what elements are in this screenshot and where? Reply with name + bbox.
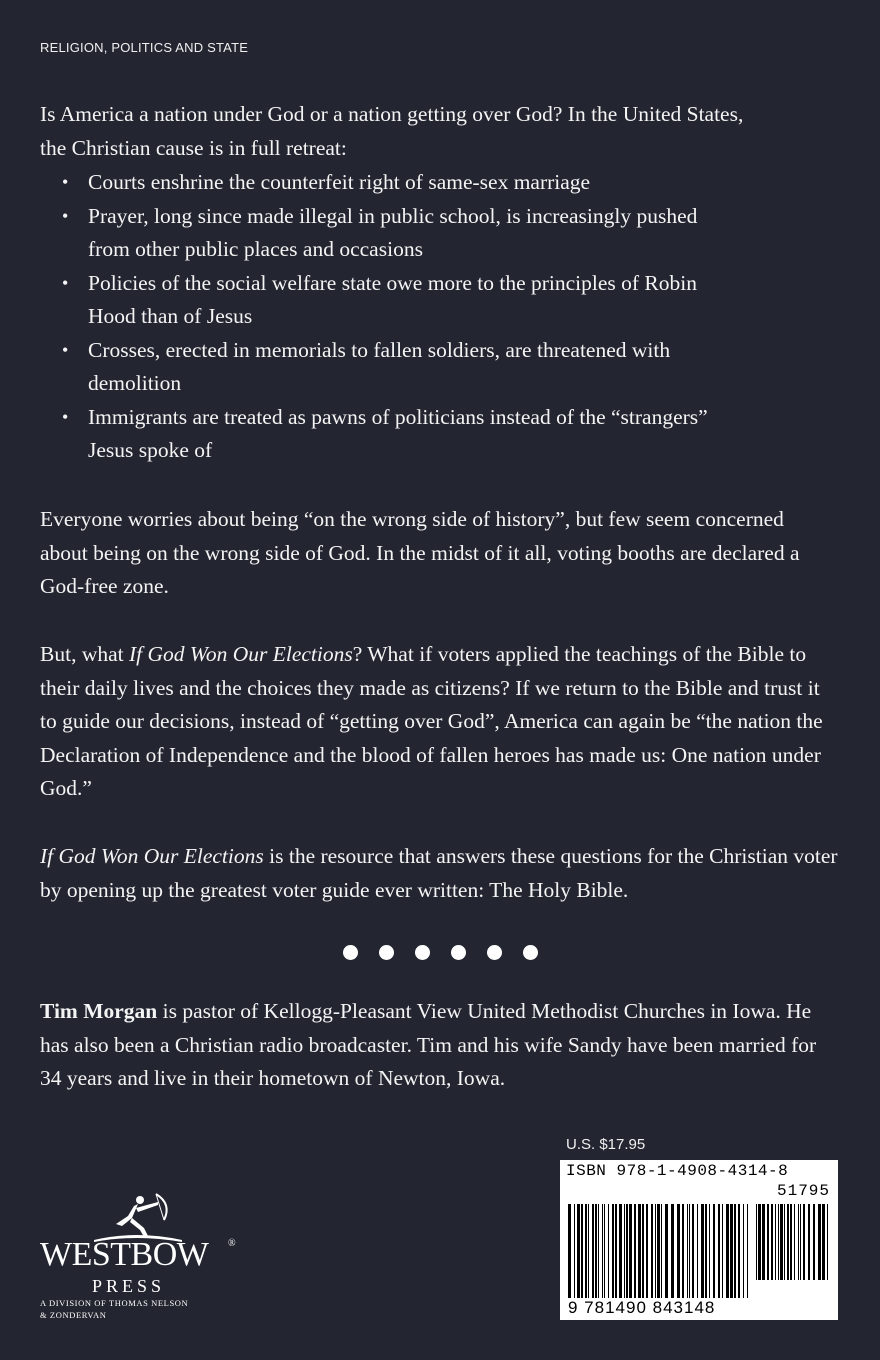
barcode-bar: [677, 1204, 680, 1298]
divider-dot: [451, 945, 466, 960]
barcode-bar: [762, 1204, 765, 1280]
publisher-logo: [30, 1180, 240, 1330]
barcode-bar: [661, 1204, 662, 1298]
section-divider-dots: [0, 945, 880, 960]
category-label: RELIGION, POLITICS AND STATE: [40, 40, 249, 55]
barcode-bar: [827, 1204, 828, 1280]
barcode-bar: [794, 1204, 795, 1280]
barcode-bar: [642, 1204, 644, 1298]
price-label: U.S. $17.95: [566, 1136, 646, 1153]
barcode-bar: [646, 1204, 648, 1298]
barcode-bar: [612, 1204, 614, 1298]
barcode-bar: [818, 1204, 821, 1280]
isbn-barcode: [560, 1160, 838, 1320]
divider-dot: [523, 945, 538, 960]
barcode-bar: [743, 1204, 744, 1298]
barcode-bar: [771, 1204, 773, 1280]
publisher-name: WESTBOW: [40, 1236, 209, 1273]
barcode-bar: [780, 1204, 783, 1280]
isbn-text: ISBN 978-1-4908-4314-8: [566, 1162, 789, 1180]
barcode-bar: [808, 1204, 810, 1280]
barcode-bar: [624, 1204, 625, 1298]
barcode-bar: [682, 1204, 684, 1298]
barcode-bar: [568, 1204, 571, 1298]
bullet-item: • Prayer, long since made illegal in public school, is increasingly pushed from other public places and occasions: [62, 200, 712, 267]
publisher-division: A DIVISION OF THOMAS NELSON: [40, 1298, 189, 1308]
barcode-bar: [787, 1204, 789, 1280]
barcode-bar: [726, 1204, 729, 1298]
author-bio: [40, 995, 840, 1096]
barcode-bar: [574, 1204, 575, 1298]
retreat-bullet-list: [62, 166, 712, 468]
barcode-bar: [718, 1204, 720, 1298]
barcode-bar: [592, 1204, 594, 1298]
barcode-bar: [598, 1204, 599, 1298]
barcode-bar: [790, 1204, 792, 1280]
barcode-bar: [784, 1204, 785, 1280]
barcode-bar: [705, 1204, 707, 1298]
barcode-bar: [655, 1204, 656, 1298]
registered-mark: ®: [228, 1238, 236, 1249]
price-code: 51795: [776, 1182, 830, 1200]
barcode-bar: [608, 1204, 609, 1298]
question-lead: But, what: [40, 642, 129, 666]
barcode-bar: [767, 1204, 769, 1280]
author-name: Tim Morgan: [40, 999, 158, 1023]
barcode-bar: [651, 1204, 653, 1298]
barcode-bar: [701, 1204, 704, 1298]
barcode-bar: [604, 1204, 605, 1298]
barcode-bar: [588, 1204, 589, 1298]
bullet-item: • Crosses, erected in memorials to fallen soldiers, are threatened with demolition: [62, 334, 712, 401]
barcode-bar: [687, 1204, 688, 1298]
barcode-bar: [800, 1204, 801, 1280]
barcode-addon-bars-icon: [756, 1204, 830, 1280]
publisher-press: PRESS: [92, 1276, 166, 1296]
intro-line-2: the Christian cause is in full retreat:: [40, 135, 347, 160]
barcode-bar: [697, 1204, 698, 1298]
barcode-bar: [692, 1204, 694, 1298]
barcode-bar: [775, 1204, 776, 1280]
divider-dot: [379, 945, 394, 960]
barcode-bar: [581, 1204, 583, 1298]
barcode-bar: [756, 1204, 757, 1280]
barcode-bar: [602, 1204, 603, 1298]
barcode-bars-icon: [568, 1204, 748, 1298]
barcode-bar: [626, 1204, 628, 1298]
barcode-bar: [709, 1204, 710, 1298]
barcode-bar: [713, 1204, 715, 1298]
barcode-bar: [665, 1204, 668, 1298]
book-title: If God Won Our Elections: [128, 642, 353, 666]
barcode-bar: [803, 1204, 805, 1280]
archer-logo-icon: [86, 1190, 186, 1242]
question-paragraph: [40, 638, 840, 806]
resource-paragraph: [40, 840, 840, 907]
history-paragraph: Everyone worries about being “on the wrong side of history”, but few seem concerned about being on the wrong side of God. In the midst of it all, voting booths are declared a God-free zone.: [40, 507, 800, 598]
bullet-item: • Courts enshrine the counterfeit right of same-sex marriage: [62, 166, 712, 200]
bullet-item: • Policies of the social welfare state owe more to the principles of Robin Hood than of Jesus: [62, 267, 712, 334]
barcode-bar: [747, 1204, 748, 1298]
barcode-bar: [758, 1204, 761, 1280]
barcode-number: 9 781490 843148: [568, 1298, 716, 1317]
barcode-bar: [595, 1204, 597, 1298]
barcode-bar: [734, 1204, 736, 1298]
barcode-bar: [798, 1204, 799, 1280]
publisher-division-2: & ZONDERVAN: [40, 1310, 107, 1320]
barcode-bar: [657, 1204, 660, 1298]
bullet-item: • Immigrants are treated as pawns of politicians instead of the “strangers” Jesus spoke of: [62, 401, 712, 468]
divider-dot: [343, 945, 358, 960]
barcode-bar: [730, 1204, 733, 1298]
barcode-bar: [619, 1204, 622, 1298]
barcode-bar: [634, 1204, 636, 1298]
barcode-bar: [813, 1204, 815, 1280]
author-bio-text: is pastor of Kellogg-Pleasant View United Methodist Churches in Iowa. He has also been a Christian radio broadcaster. Tim and his wife Sandy have been married for 34 years and live in their hometown of Newton, Iowa.: [40, 999, 817, 1090]
divider-dot: [415, 945, 430, 960]
barcode-bar: [778, 1204, 779, 1280]
intro-paragraph: [40, 98, 840, 165]
intro-line-1: Is America a nation under God or a nation getting over God? In the United States,: [40, 102, 744, 126]
barcode-bar: [577, 1204, 580, 1298]
barcode-bar: [722, 1204, 723, 1298]
divider-dot: [487, 945, 502, 960]
barcode-bar: [738, 1204, 740, 1298]
barcode-bar: [615, 1204, 617, 1298]
book-title: If God Won Our Elections: [40, 844, 264, 868]
barcode-bar: [671, 1204, 674, 1298]
barcode-bar: [585, 1204, 587, 1298]
question-rest: ? What if voters applied the teachings of the Bible to their daily lives and the choices they made as citizens? If we return to the Bible and trust it to guide our decisions, instead of “getting over God”, America can again be “the nation the Declaration of Independence and the blood of fallen heroes has made us: One nation under God.”: [40, 642, 823, 800]
barcode-bar: [689, 1204, 690, 1298]
barcode-bar: [629, 1204, 632, 1298]
resource-rest: is the resource that answers these questions for the Christian voter by opening up the greatest voter guide ever written: The Holy Bible.: [40, 844, 838, 902]
barcode-bar: [638, 1204, 641, 1298]
barcode-bar: [822, 1204, 825, 1280]
